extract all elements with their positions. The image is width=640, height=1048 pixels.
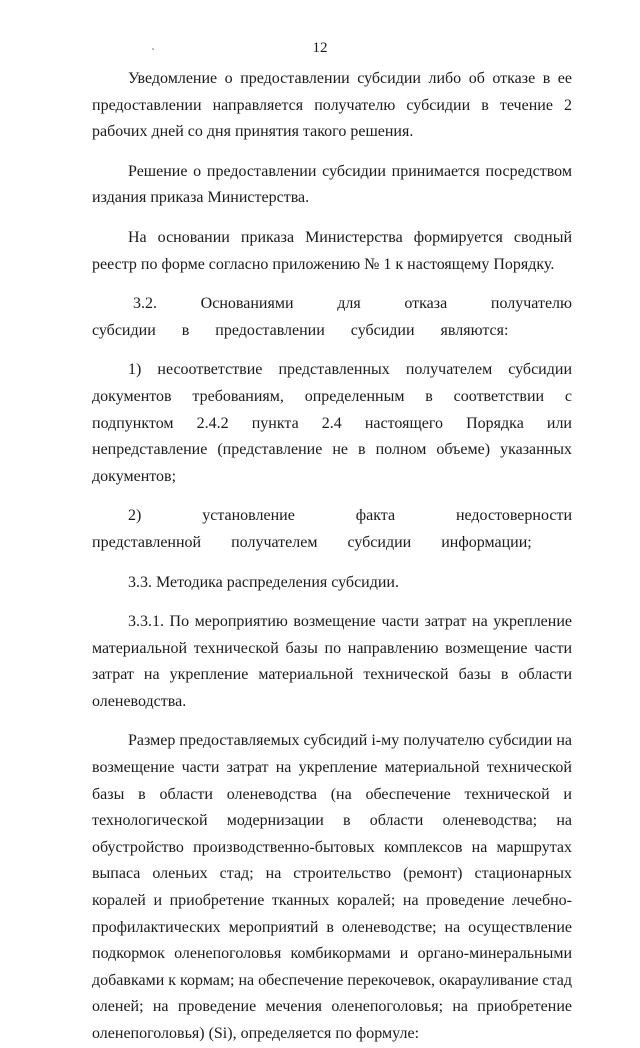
- paragraph-grounds-3-2: 3.2. Основаниями для отказа получателю субсидии в предоставлении субсидии являются:: [92, 295, 572, 339]
- paragraph-section-3-3: 3.3. Методика распределения субсидии.: [128, 573, 399, 591]
- paragraph-ground-1: 1) несоответствие представленных получателем субсидии документов требованиям, определенным в соответствии с подпунктом 2.4.2 пункта 2.4 настоящего Порядка или непредставление (представление не в полном объеме) указанных документов;: [92, 361, 572, 485]
- paragraph-registry: На основании приказа Министерства формируется сводный реестр по форме согласно приложению № 1 к настоящему Порядку.: [92, 228, 572, 273]
- document-body: [92, 66, 572, 1048]
- paragraph-decision: Решение о предоставлении субсидии принимается посредством издания приказа Министерства.: [92, 162, 572, 207]
- paragraph-ground-2: 2) установление факта недостоверности представленной получателем субсидии информации;: [92, 507, 572, 551]
- paragraph-notification: Уведомление о предоставлении субсидии либо об отказе в ее предоставлении направляется получателю субсидии в течение 2 рабочих дней со дня принятия такого решения.: [92, 70, 572, 141]
- paragraph-subsidy-size: Размер предоставляемых субсидий i-му получателю субсидии на возмещение части затрат на укрепление материальной технической базы в области оленеводства (на обеспечение технической и технологической модернизации в области оленеводства; на обустройство производственно-бытовых комплексов на маршрутах выпаса оленьих стад; на строительство (ремонт) стационарных коралей и приобретение тканных коралей; на проведение лечебно-профилактических мероприятий в оленеводстве; на осуществление подкормок оленепоголовья комбикормами и органо-минеральными добавками к кормам; на обеспечение перекочевок, окарауливание стад оленей; на проведение мечения оленепоголовья; на приобретение оленепоголовья) (Si), определяется по формуле:: [92, 732, 572, 1042]
- paragraph-section-3-3-1: 3.3.1. По мероприятию возмещение части затрат на укрепление материальной технической базы по направлению возмещение части затрат на укрепление материальной технической базы в области оленеводства.: [92, 613, 572, 710]
- page-number: 12: [312, 40, 328, 56]
